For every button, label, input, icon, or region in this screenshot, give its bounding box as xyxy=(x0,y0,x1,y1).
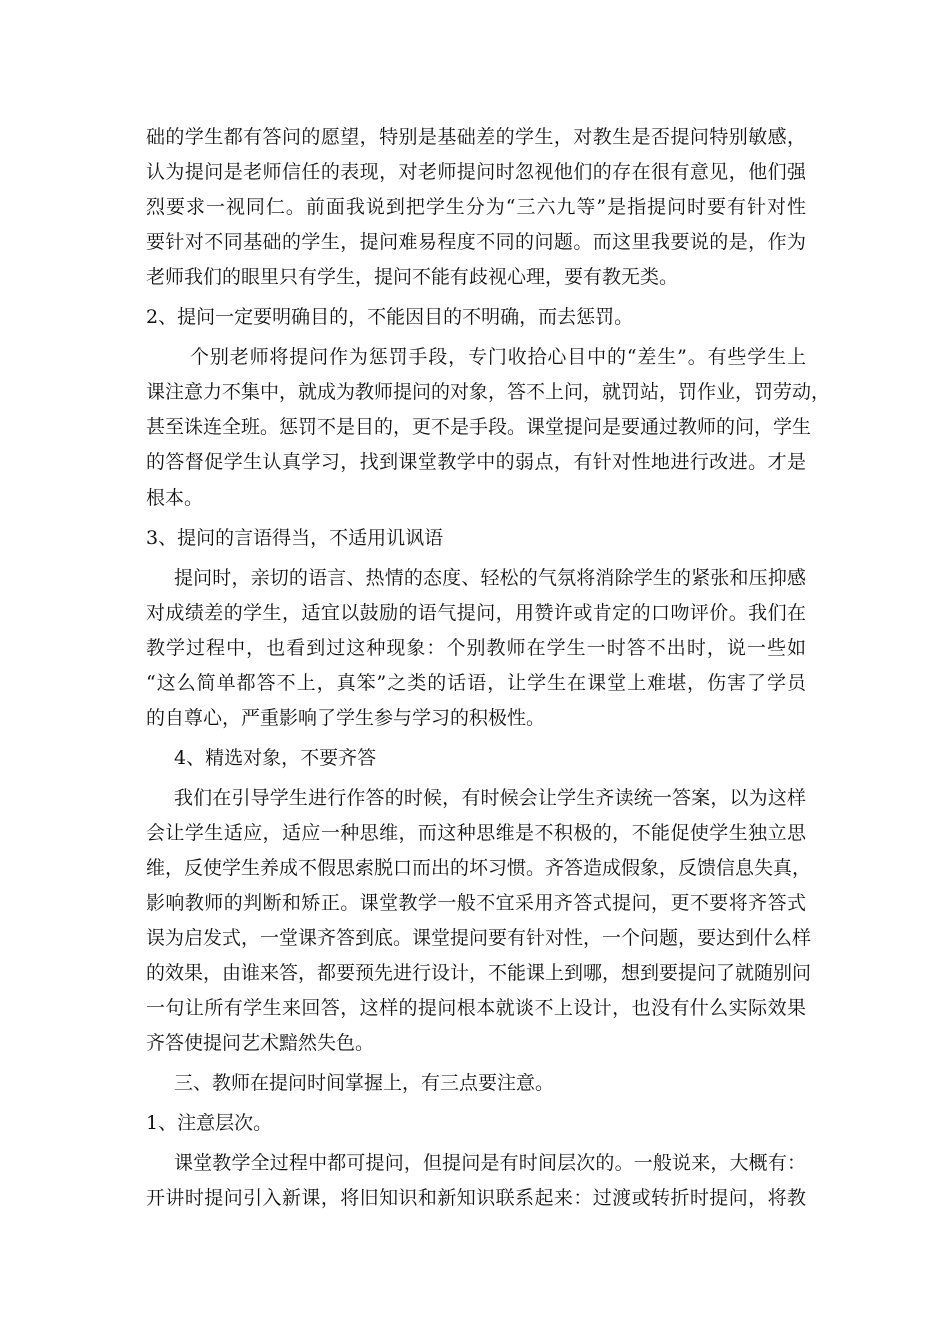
text-line: 教学过程中，也看到过这种现象：个别教师在学生一时答不出时，说一些如 xyxy=(146,637,806,659)
text-line: 对成绩差的学生，适宜以鼓励的语气提问，用赞许或肯定的口吻评价。我们在 xyxy=(146,602,806,624)
text-line: 老师我们的眼里只有学生，提问不能有歧视心理，要有教无类。 xyxy=(146,266,679,288)
text-line: 的效果，由谁来答，都要预先进行设计，不能课上到哪，想到要提问了就随别问 xyxy=(146,962,812,984)
text-line: 开讲时提问引入新课，将旧知识和新知识联系起来：过渡或转折时提问，将教 xyxy=(146,1187,806,1209)
text-line: 甚至诛连全班。惩罚不是目的，更不是手段。课堂提问是要通过教师的问，学生 xyxy=(146,416,812,438)
text-line: 根本。 xyxy=(146,487,204,509)
text-line: 认为提问是老师信任的表现，对老师提问时忽视他们的存在很有意见，他们强 xyxy=(146,161,806,183)
text-line: 烈要求一视同仁。前面我说到把学生分为“三六九等”是指提问时要有针对性 xyxy=(146,196,806,218)
section-heading: 2、提问一定要明确目的，不能因目的不明确，而去惩罚。 xyxy=(146,306,634,328)
text-line: 课堂教学全过程中都可提问，但提问是有时间层次的。一般说来，大概有： xyxy=(174,1152,806,1174)
text-line: 个别老师将提问作为惩罚手段，专门收拾心目中的“差生”。有些学生上 xyxy=(190,346,806,368)
text-line: 齐答使提问艺术黯然失色。 xyxy=(146,1032,375,1054)
text-line: “这么简单都答不上，真笨”之类的话语，让学生在课堂上难堪，伤害了学员 xyxy=(146,672,806,694)
text-line: 要针对不同基础的学生，提问难易程度不同的问题。而这里我要说的是，作为 xyxy=(146,231,806,253)
text-line: 影响教师的判断和矫正。课堂教学一般不宜采用齐答式提问，更不要将齐答式 xyxy=(146,892,806,914)
text-line: 的自尊心，严重影响了学生参与学习的积极性。 xyxy=(146,707,546,729)
text-line: 课注意力不集中，就成为教师提问的对象，答不上问，就罚站，罚作业，罚劳动， xyxy=(146,381,831,403)
section-heading: 3、提问的言语得当，不适用讥讽语 xyxy=(146,527,444,549)
section-heading: 1、注意层次。 xyxy=(146,1112,273,1134)
text-line: 一句让所有学生来回答，这样的提问根本就谈不上设计，也没有什么实际效果 xyxy=(146,997,806,1019)
text-line: 提问时，亲切的语言、热情的态度、轻松的气氛将消除学生的紧张和压抑感 xyxy=(174,567,806,589)
text-line: 会让学生适应，适应一种思维，而这种思维是不积极的，不能促使学生独立思 xyxy=(146,822,806,844)
text-line: 误为启发式，一堂课齐答到底。课堂提问要有针对性，一个问题，要达到什么样 xyxy=(146,927,812,949)
text-line: 维，反使学生养成不假思索脱口而出的坏习惯。齐答造成假象，反馈信息失真， xyxy=(146,857,812,879)
text-line: 的答督促学生认真学习，找到课堂教学中的弱点，有针对性地进行改进。才是 xyxy=(146,451,806,473)
text-line: 础的学生都有答问的愿望，特别是基础差的学生，对教生是否提问特别敏感， xyxy=(146,126,806,148)
text-line: 我们在引导学生进行作答的时候，有时候会让学生齐读统一答案，以为这样 xyxy=(174,787,806,809)
section-heading: 三、教师在提问时间掌握上，有三点要注意。 xyxy=(174,1072,555,1094)
section-heading: 4、精选对象，不要齐答 xyxy=(174,747,377,769)
